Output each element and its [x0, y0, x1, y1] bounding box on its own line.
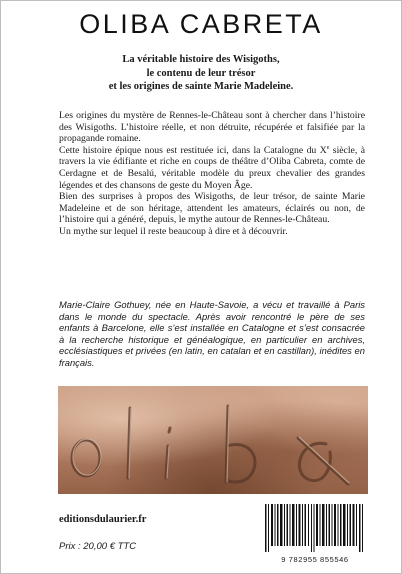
barcode-bars [261, 504, 369, 552]
blurb-text: siècle, à travers la vie édifiante et riche en coups de théâtre d’Oliba Cabreta, comte de Cerdagne et de Besalú, véritable modèle du preux chevalier des grandes légendes et des chansons de geste du Moyen Âge. [59, 144, 365, 191]
century-superscript: e [326, 144, 330, 151]
subtitle-line: et les origines de sainte Marie Madeleine. [108, 81, 294, 92]
engraved-stone-image [58, 386, 368, 494]
subtitle-line: le contenu de leur trésor [146, 67, 256, 79]
price-label: Prix : 20,00 € TTC [59, 541, 137, 552]
stone-inscription-graphic [58, 386, 368, 494]
book-subtitle [41, 53, 361, 94]
blurb [59, 110, 365, 238]
isbn-barcode [261, 504, 369, 564]
blurb-paragraph: Un mythe sur lequel il reste beaucoup à dire et à découvrir. [59, 225, 288, 237]
isbn-number: 9 782955 855546 [281, 555, 349, 564]
subtitle-line: La véritable histoire des Wisigoths, [122, 54, 280, 65]
blurb-paragraph: Les origines du mystère de Rennes-le-Château sont à chercher dans l’histoire des Wisigoths. L’histoire réelle, et non détruite, récupérée et falsifiée par la propagande romaine. [59, 110, 365, 145]
blurb-text: Cette histoire épique nous est restituée ici, dans la Catalogne du X [59, 144, 327, 156]
blurb-paragraph [59, 145, 365, 191]
book-title: OLIBA CABRETA [79, 9, 323, 39]
author-bio: Marie-Claire Gothuey, née en Haute-Savoie, a vécu et travaillé à Paris dans le monde du spectacle. Après avoir rencontré le père de ses enfants à Barcelone, elle s’est installée en Catalogne et s’est consacrée à la recherche historique et généalogique, en particulier en archives, ecclésiastiques et privées (en latin, en catalan et en castillan), inédites en français. [59, 299, 365, 368]
publisher-website: editionsdulaurier.fr [59, 514, 147, 525]
blurb-paragraph: Bien des surprises à propos des Wisigoths, de leur trésor, de sainte Marie Madeleine et de son héritage, attendent les amateurs, éclairés ou non, de l’histoire qui a généré, depuis, le mythe autour de Rennes-le-Château. [59, 191, 365, 226]
